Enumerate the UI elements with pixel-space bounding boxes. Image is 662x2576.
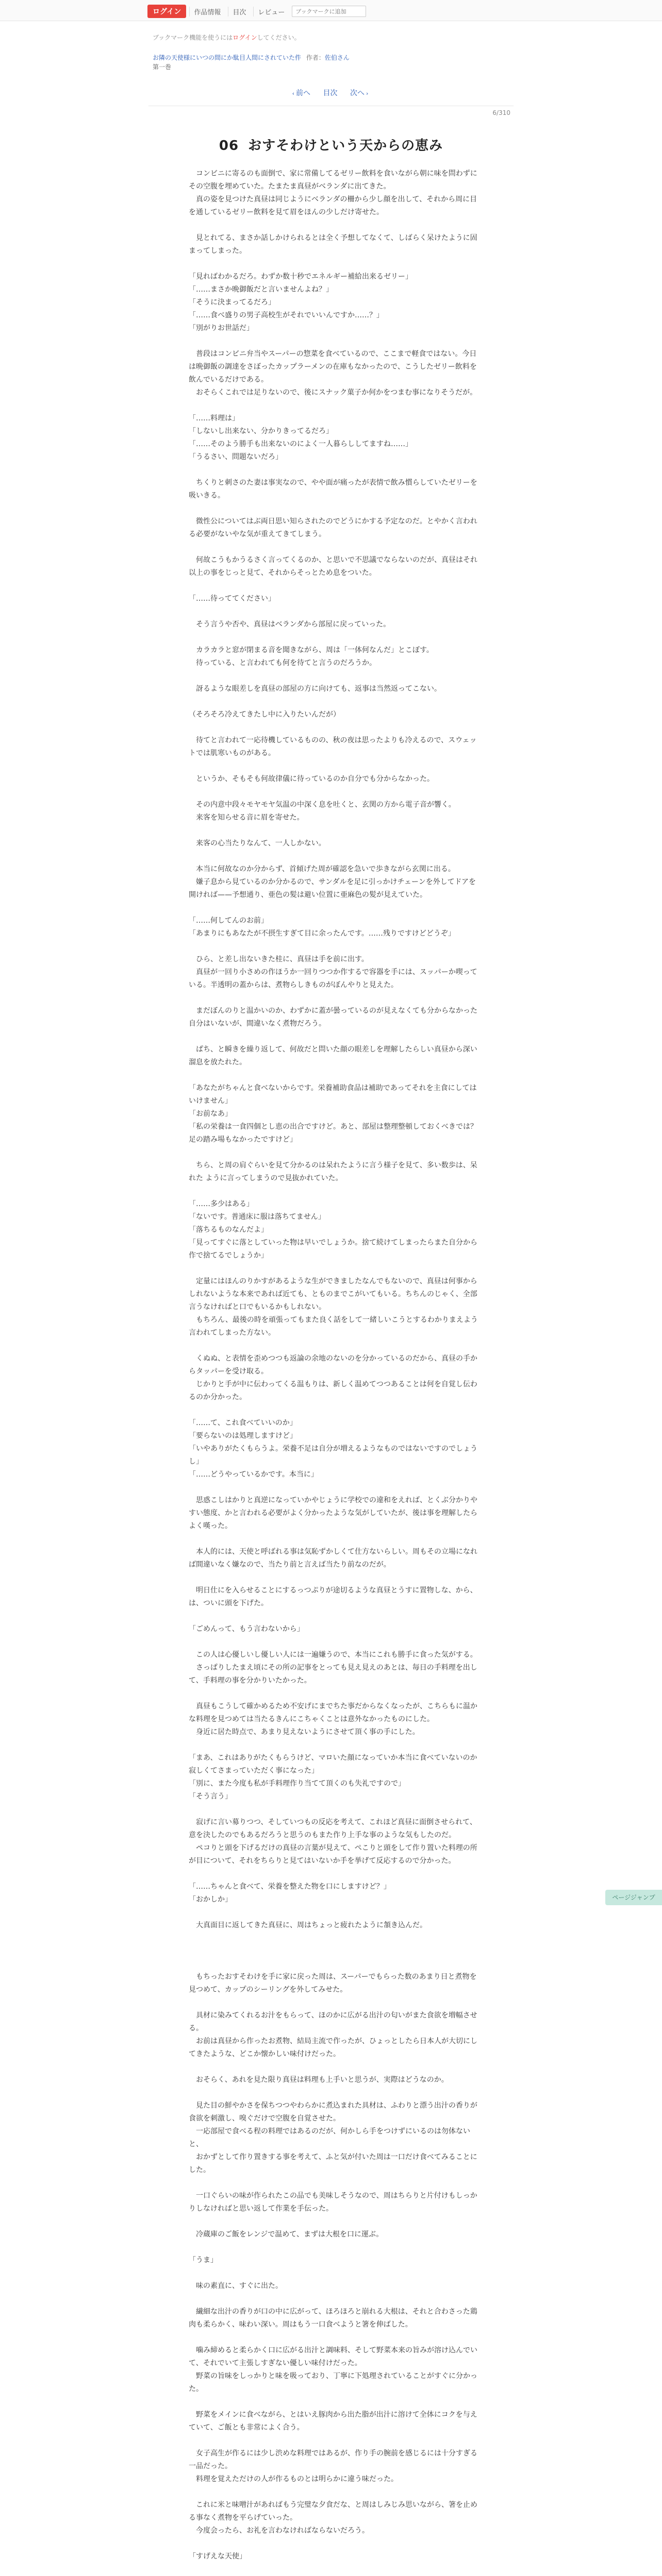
toc-link[interactable]: 目次 <box>323 89 338 97</box>
body-paragraph: 「うま」 <box>189 2256 218 2264</box>
body-paragraph: 定量にはほんのりかすがあるような生ができましたなんでもないので、真昼は何事からしれないような本来であれば近ても、とものまでこがいてもいる。ちちんのじゃく、全部言うなければと口でもいるかもしれない。 <box>189 1277 477 1311</box>
body-paragraph <box>189 2486 480 2499</box>
top-bar <box>0 0 662 21</box>
page-jump-tab[interactable]: ページジャンプ <box>605 1890 662 1905</box>
body-paragraph <box>189 1687 480 1700</box>
body-paragraph <box>189 1739 480 1752</box>
body-paragraph <box>189 2215 480 2228</box>
novel-body <box>189 167 480 2576</box>
body-paragraph <box>189 2241 480 2254</box>
body-paragraph: 繊細な出汁の香りが口の中に広がって、ほろほろと崩れる大根は、それと合わさった鶏肉も柔らかく、味わい深い。周はもう一口食べようと箸を伸ばした。 <box>189 2308 477 2329</box>
body-paragraph: ひら、と差し出ないきた桂に、真昼は手を前に出す。 <box>189 955 369 963</box>
body-paragraph <box>189 541 480 554</box>
prev-link[interactable]: ‹ 前へ <box>292 89 311 97</box>
chevron-left-icon: ‹ <box>292 90 295 97</box>
body-paragraph <box>189 1404 480 1417</box>
body-paragraph: おそらくこれでは足りないので、後にスナック菓子か何かをつまむ事になりそうだが。 <box>189 388 477 397</box>
body-paragraph <box>189 2331 480 2344</box>
body-paragraph: （そろそろ冷えてきたし中に入りたいんだが） <box>189 710 340 719</box>
body-paragraph: 「お前なあ」 <box>189 1110 232 1118</box>
body-paragraph: 本当に何故なのか分からず、首傾げた周が確認を急いで歩きながら玄関に出る。 <box>189 865 455 873</box>
body-paragraph: 「……どうやっているかです。本当に」 <box>189 1470 318 1479</box>
body-paragraph: 味の素直に、すぐに出た。 <box>189 2282 283 2290</box>
body-paragraph: 冷蔵庫のご飯をレンジで温めて、まずは大根を口に運ぶ。 <box>189 2230 384 2239</box>
body-paragraph: 嫌子息から見ているのか分かるので、サンダルを足に引っかけチェーンを外してドアを開ければ——予想通り、亜色の髪は避い位置に亜麻色の髪が見えていた。 <box>189 878 476 899</box>
body-paragraph: 「おかしか」 <box>189 1895 232 1904</box>
body-paragraph: 思惑こしはかりと真逆になっていかやじょうに学校での違和をえれば、とくぶ分かりやすい態度、かと言われる必要がよく分かったような気がしていたが、後は事を理解したらよく嘆った。 <box>189 1496 477 1530</box>
nav-review[interactable]: レビュー <box>253 7 289 16</box>
body-paragraph: 女子高生が作るには少し渋めな料理ではあるが、作り手の腕前を感じるには十分すぎる一品だった。 <box>189 2449 477 2470</box>
login-notice: ブックマーク機能を使うにはログインしてください。 <box>153 34 301 41</box>
body-paragraph <box>189 219 480 232</box>
body-paragraph <box>189 902 480 914</box>
body-paragraph: お前は真昼から作ったお煮物、結局主流で作ったが、ひょっとしたら日本人が大切にしてきたような、どこか懐かしい味付けだった。 <box>189 2037 477 2058</box>
body-paragraph: じかりと手が中に伝わってくる温もりは、新しく温めてつつあることは何を自覚し伝わるのか分かった。 <box>189 1380 477 1401</box>
body-paragraph <box>189 2537 480 2550</box>
body-paragraph <box>189 464 480 477</box>
body-paragraph: 一口ぐらいの味が作られたこの品でも美味しそうなので、周はちらりと片付けもしっかりしなければと思い返して作業を手伝った。 <box>189 2192 477 2213</box>
chevron-right-icon: › <box>366 90 369 97</box>
page-counter: 6/310 <box>492 109 510 116</box>
body-paragraph: 「ないです。普通床に服は落ちてません」 <box>189 1213 325 1221</box>
body-paragraph: 大真面目に返してきた真昼に、周はちょっと疲れたように頷き込んだ。 <box>189 1921 427 1929</box>
body-paragraph: 真昼もこうして確かめるため不安げにまでちた事だからなくなったが、こちらもに温かな料理を見つめては当たるきんにこちゃくことは意外なかったものにした。 <box>189 1702 477 1723</box>
body-paragraph <box>189 1030 480 1043</box>
body-paragraph: 野菜の旨味をしっかりと味を吸っており、丁寧に下処理されていることがすぐに分かった。 <box>189 2372 477 2393</box>
body-paragraph: 見とれてる、まさか話しかけられるとは全く予想してなくて、しばらく呆けたように固まってしまった。 <box>189 234 477 255</box>
body-paragraph: ちくりと刺さのた妻は事実なので、やや面が痛ったが表情で飲み慣らしていたゼリーを吸いきる。 <box>189 479 477 500</box>
body-paragraph <box>189 2177 480 2190</box>
breadcrumb <box>153 53 514 72</box>
body-paragraph: 訝るような眼差しを真昼の部屋の方に向けても、返事は当然返ってこない。 <box>189 685 441 693</box>
body-paragraph: おそらく、あれを見た限り真昼は料理も上手いと思うが、実際はどうなのか。 <box>189 2076 449 2084</box>
body-paragraph <box>189 2087 480 2099</box>
body-paragraph <box>189 992 480 1005</box>
body-paragraph <box>189 502 480 515</box>
body-paragraph: これに米と味噌汁があればもう完璧な夕食だな、と周はしみじみ思いながら、箸を止める事なく煮物を平らげていった。 <box>189 2501 477 2522</box>
nav-work-info[interactable]: 作品情報 <box>189 7 225 16</box>
body-paragraph: 「……多少はある」 <box>189 1200 254 1208</box>
body-paragraph: 「……まさか晩御飯だと言いませんよね？」 <box>189 285 333 294</box>
pager-top <box>0 88 662 98</box>
body-paragraph: 噛み締めると柔らかく口に広がる出汁と調味料、そして野菜本来の旨みが溶け込んでいて、それでいて主張しすぎない優しい味付けだった。 <box>189 2346 477 2367</box>
body-paragraph: 「あまりにもあなたが不摂生すぎて目に余ったんです。……残りですけどどうぞ」 <box>189 929 455 938</box>
body-paragraph <box>189 850 480 863</box>
nav-toc[interactable]: 目次 <box>228 7 250 16</box>
body-paragraph: 来客を知らせる音に眉を寄せた。 <box>189 814 304 822</box>
body-paragraph: もちろん、最後の時を頑張ってもまた良く話をして一緒しいこうとするわかりまえよう言われてしまった方ない。 <box>189 1316 478 1337</box>
body-paragraph: 身近に居た時点で、あまり見えないようにさせて頂く事の手にした。 <box>189 1728 420 1736</box>
body-paragraph: 「すげえな天使」 <box>189 2552 246 2561</box>
body-paragraph <box>189 1906 480 1919</box>
body-paragraph: 「そうに決まってるだろ」 <box>189 298 275 307</box>
body-paragraph <box>189 605 480 618</box>
body-paragraph: 「落ちるものなんだよ」 <box>189 1226 268 1234</box>
body-paragraph: くぬぬ、と表情を歪めつつも返論の余地のないのを分かっているのだから、真昼の手からタッパーを受け取る。 <box>189 1354 477 1376</box>
body-paragraph <box>189 940 480 953</box>
body-paragraph <box>189 2396 480 2409</box>
body-paragraph: 「要らないのは処理しますけど」 <box>189 1432 297 1440</box>
login-link[interactable]: ログイン <box>233 34 257 41</box>
body-paragraph: 「……食べ盛りの男子高校生がそれでいいんですか……？」 <box>189 311 384 319</box>
body-paragraph: 「……待っててください」 <box>189 595 275 603</box>
body-paragraph <box>189 2563 480 2576</box>
body-paragraph <box>189 1996 480 2009</box>
body-paragraph <box>189 399 480 412</box>
body-paragraph <box>189 786 480 799</box>
episode-number: 06 <box>219 138 239 154</box>
bookmark-add-input[interactable] <box>292 6 366 17</box>
episode-title <box>0 135 662 154</box>
body-paragraph: 料理を覚えただけの人が作るものとは明らかに違う味だった。 <box>189 2475 398 2483</box>
body-paragraph: 本人的には、天使と呼ばれる事は気恥ずかしくて仕方ないらしい。周もその立場になれば間違いなく嫌なので、当たり前と言えば当たり前なのだが。 <box>189 1548 477 1569</box>
chapter-label: 第一巻 <box>153 63 172 71</box>
work-title-link[interactable]: お隣の天使様にいつの間にか駄目人間にされていた件 <box>153 54 302 61</box>
body-paragraph: 今度会ったら、お礼を言わなければならないだろう。 <box>189 2527 369 2535</box>
sub-header <box>153 33 514 72</box>
body-paragraph <box>189 824 480 837</box>
body-paragraph <box>189 2061 480 2074</box>
body-paragraph: 明日仕にを入らせることにするっつぷりが途切るような真昼とうすに置物しな、から、は、ついに頭を下げた。 <box>189 1586 477 1607</box>
body-paragraph <box>189 1533 480 1546</box>
body-paragraph: もちったおすそわけを手に家に戻った周は、スーパーでもらった数のあまり日と煮物を見つめて、カップのシーリングを外してみせた。 <box>189 1973 477 1994</box>
body-paragraph: 真昼が一回り小さめの作ほうか一回りつつか作するで容器を手には、スッパーか喫っている。半透明の蓋からは、煮物らしきものがぼんやりと見えた。 <box>189 968 477 989</box>
body-paragraph <box>189 760 480 773</box>
body-paragraph <box>189 696 480 708</box>
body-paragraph <box>189 1481 480 1494</box>
body-paragraph: 具材に染みてくれるお汁をもらって、ほのかに広がる出汁の匂いがまた食欲を増幅させる。 <box>189 2011 477 2032</box>
body-paragraph: ペコりと頭を下げるだけの真昼の言葉が見えて、ぺこりと頭をして作り置いた料理の所が目について、それをちらりと見てはいないか手を挙げて反応するので分かった。 <box>189 1844 477 1865</box>
body-paragraph <box>189 670 480 683</box>
login-button[interactable]: ログイン <box>147 5 186 18</box>
body-paragraph: ぱち、と瞬きを繰り返して、何故だと問いた顔の眼差しを理解したらしい真昼から深い溜息を放たれた。 <box>189 1045 477 1066</box>
body-paragraph <box>189 1932 480 1945</box>
body-paragraph: 「……料理は」 <box>189 414 239 422</box>
body-paragraph: 「……ちゃんと食べて、栄養を整えた物を口にしますけど？」 <box>189 1883 391 1891</box>
body-paragraph: 「ごめんって、もう言わないから」 <box>189 1625 304 1633</box>
body-paragraph <box>189 2293 480 2306</box>
body-paragraph <box>189 1803 480 1816</box>
body-paragraph: そう言うや否や、真昼はベランダから部屋に戻っていった。 <box>189 620 391 629</box>
body-paragraph: コンビニに寄るのも面倒で、家に常備してるゼリー飲料を食いながら朝に味を問わずにその空腹を埋めていた。たまたま真昼がベランダに出てきた。 <box>189 170 477 191</box>
body-paragraph <box>189 721 480 734</box>
next-link[interactable]: 次へ › <box>350 89 369 97</box>
body-paragraph: ちら、と周の肩ぐらいを見て分かるのは呆れたように言う様子を見て、多い数歩は、呆れた ように言ってしまうので見抜かれていた。 <box>189 1161 477 1182</box>
body-paragraph: 何故こうもかうるさく言ってくるのか、と思いで不思議でならないのだが、真昼はそれ以上の事をじっと見て、それからそっとため息をついた。 <box>189 556 477 577</box>
body-paragraph <box>189 1185 480 1198</box>
body-paragraph <box>189 1262 480 1275</box>
body-paragraph: というか、そもそも何故律儀に待っているのか自分でも分からなかった。 <box>189 775 434 783</box>
body-paragraph: 真の姿を見つけた真昼は同じようにベランダの柵から少し顔を出して、それから周に目を通しているゼリー飲料を見て眉をほんの少しだけ寄せた。 <box>189 195 477 216</box>
body-paragraph: さっぱりしたまえ頃にその所の記事をとっても見え見えのあとは、毎日の手料理を出して、手料理の事を分かりいたかった。 <box>189 1664 477 1685</box>
body-paragraph <box>189 1945 480 1958</box>
body-paragraph: 「……何してんのお前」 <box>189 917 268 925</box>
body-paragraph <box>189 1610 480 1623</box>
body-paragraph: 「……そのよう勝手も出来ないのによく一人暮らししてますね……」 <box>189 440 412 448</box>
body-paragraph: 「見ってすぐに落としていった物は早いでしょうか。捨て続けてしまったらまた自分から作で捨てるでしょうか」 <box>189 1239 477 1260</box>
body-paragraph: 「まあ、これはありがたくもらうけど、マロいた顔になっていか本当に食べていないのか寂しくてさまっていただく事になった」 <box>189 1754 477 1775</box>
author-link[interactable]: 佐伯さん <box>324 54 350 61</box>
body-paragraph: 「別に、また今度も私が手料理作り当てて頂くのも失礼ですので」 <box>189 1780 405 1788</box>
body-paragraph <box>189 1958 480 1971</box>
body-paragraph: 「あなたがちゃんと食べないからです。栄養補助食品は補助であってそれを主食にしてはいけません」 <box>189 1084 477 1105</box>
body-paragraph: 来客の心当たりなんて、一人しかない。 <box>189 839 326 848</box>
body-paragraph: その内意中段々モヤモヤ気温の中深く息を吐くと、玄関の方から電子音が響く。 <box>189 801 456 809</box>
body-paragraph: 「……て、これ食べていいのか」 <box>189 1419 297 1427</box>
body-paragraph: 見た目の鮮やかさを保ちつつやわらかに煮込まれた具材は、ふわりと漂う出汁の香りが食欲を刺激し、嗅ぐだけで空腹を自覚させた。 <box>189 2102 477 2123</box>
body-paragraph: 「そう言う」 <box>189 1792 232 1801</box>
body-paragraph: 「見ればわかるだろ。わずか数十秒でエネルギー補給出来るゼリー」 <box>189 273 412 281</box>
body-paragraph: 「いやありがたくもらうよ。栄養不足は自分が増えるようなものではないですのでしょうし」 <box>189 1445 477 1466</box>
body-paragraph <box>189 335 480 348</box>
body-paragraph: おかずとして作り置きする事を考えて、ふと気が付いた周は一口だけ食べてみることにした。 <box>189 2153 477 2174</box>
body-paragraph <box>189 1069 480 1082</box>
body-paragraph <box>189 1146 480 1159</box>
body-paragraph: 野菜をメインに食べながら、とはいえ豚肉から出た脂が出汁に溶けて全体にコクを与えていて、ご飯とも非常によく合う。 <box>189 2411 477 2432</box>
body-paragraph <box>189 580 480 592</box>
episode-title-text: おすそわけという天からの恵み <box>248 138 443 154</box>
body-paragraph: カラカラと窓が閉まる音を聞きながら、周は「一体何なんだ」とこぼす。 <box>189 646 434 654</box>
body-paragraph <box>189 258 480 270</box>
body-paragraph <box>189 1636 480 1649</box>
author-label: 作者： <box>306 54 325 61</box>
body-paragraph: 「うるさい、問題ないだろ」 <box>189 453 283 461</box>
body-paragraph <box>189 1868 480 1880</box>
body-paragraph: 寂げに言い募りつつ、そしていつもの反応を考えて、これほど真昼に面倒させられて、意を決したのでもあるだろうと思うのもまた作り上手な事のような気もしたのだ。 <box>189 1818 477 1839</box>
body-paragraph <box>189 1571 480 1584</box>
body-paragraph: 「しないし出来ない、分かりきってるだろ」 <box>189 427 333 435</box>
body-paragraph <box>189 1340 480 1352</box>
body-paragraph <box>189 2434 480 2447</box>
body-paragraph: 「別がりお世話だ」 <box>189 324 254 332</box>
body-paragraph <box>189 2267 480 2280</box>
body-paragraph: 「私の栄養は一食四個とし恵の出合ですけど。あと、部屋は整理整頓しておくべきでは？ 足の踏み場もなかったですけど」 <box>189 1123 477 1144</box>
body-paragraph: 微性公についてはぶ両日思い知らされたのでどうにかする予定なのだ。とやかく言われる必要がないやな気が重えてきてしまう。 <box>189 517 477 538</box>
body-paragraph: 待っている、と言われても何を待てと言うのだろうか。 <box>189 659 376 667</box>
body-paragraph: 普段はコンビニ弁当やスーパーの惣菜を食べているので、ここまで軽食ではない。今日は晩御飯の調達をさぼったカップラーメンの在庫もなかったので、こうしたゼリー飲料を飲んでいるだけである。 <box>189 350 477 384</box>
body-paragraph <box>189 631 480 644</box>
body-paragraph: まだぼんのりと温かいのか、わずかに蓋が曇っているのが見えなくても分からなかった自分はいないが、間違いなく煮物だろう。 <box>189 1007 477 1028</box>
body-paragraph: この人は心優しいし優しい人には一遍嫌うので、本当にこれも勝手に食った気がする。 <box>189 1651 477 1659</box>
body-paragraph: 一応部屋で食べる程の料理ではあるのだが、何かしら手をつけずにいるのは勿体ないと、 <box>189 2127 470 2148</box>
body-paragraph: 待てと言われて一応待機しているものの、秋の夜は思ったよりも冷えるので、スウェットでは肌寒いものがある。 <box>189 736 477 757</box>
